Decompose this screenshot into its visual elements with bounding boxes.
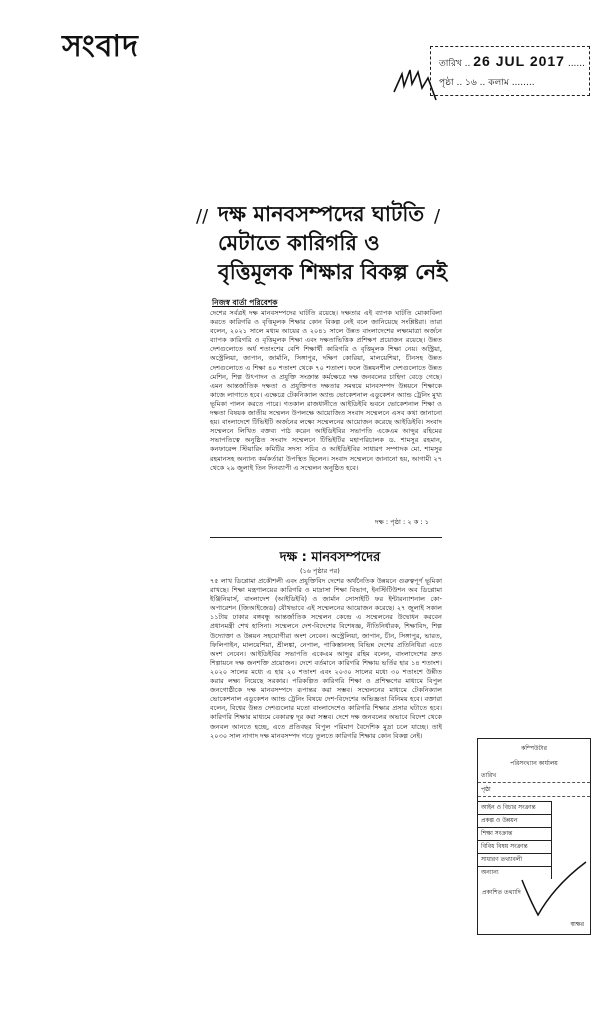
form-row: সাধারণ তথ্যাবলী [478, 853, 552, 866]
stamp-page: ১৬ [465, 78, 477, 88]
continuation-note: দক্ষ : পৃষ্ঠা : ২ ক : ১ [375, 518, 430, 526]
continued-from-note: (১৬ পৃষ্ঠার পর) [300, 567, 340, 575]
newspaper-masthead: সংবাদ [62, 29, 139, 64]
margin-mark-right: / [434, 206, 441, 227]
byline: নিজস্ব বার্তা পরিবেশক [212, 298, 278, 307]
continued-heading: দক্ষ : মানবসম্পদের [279, 550, 381, 565]
stamp-date-line: তারিখ .. 26 JUL 2017 ...... [439, 53, 585, 69]
article-body-part2: ৭৫ লাখ ডিপ্লোমা প্রকৌশলী এবং প্রযুক্তিবিদ দেশের অর্থনৈতিক উন্নয়নে গুরুত্বপূর্ণ ভূমিকা রাখছে। শিক্ষা মন্ত্রণালয়ের কারিগরি ও মাদ্রাসা শিক্ষা বিভাগ, ইনস্টিটিউশন অব ডিপ্লোমা ইঞ্জিনিয়ার্স, বাংলাদেশ (আইডিইবি) ও জার্মান সোসাইটি ফর ইন্টারন্যাশনাল কো-অপারেশন (জিআইজেড) যৌথভাবে এই সম্মেলনের আয়োজন করেছে। ২৭ জুলাই সকাল ১১টায় ঢাকার বঙ্গবন্ধু আন্তর্জাতিক সম্মেলন কেন্দ্রে এ সম্মেলনের উদ্বোধন করবেন প্রধানমন্ত্রী শেখ হাসিনা। সম্মেলনে দেশ-বিদেশের বিশেষজ্ঞ, নীতিনির্ধারক, শিক্ষাবিদ, শিল্প উদ্যোক্তা ও উন্নয়ন সহযোগীরা অংশ নেবেন। অস্ট্রেলিয়া, জাপান, চীন, সিঙ্গাপুর, ভারত, ফিলিপাইন, মালয়েশিয়া, শ্রীলঙ্কা, নেপাল, পাকিস্তানসহ বিভিন্ন দেশের প্রতিনিধিরা এতে অংশ নেবেন। আইডিইবির সভাপতি একেএম আব্দুর রহিম বলেন, বাংলাদেশের দ্রুত শিল্পায়নে দক্ষ জনশক্তি প্রয়োজন। দেশে বর্তমানে কারিগরি শিক্ষায় ভর্তির হার ১৪ শতাংশ। ২০২০ সালের মধ্যে এ হার ২০ শতাংশ এবং ২০৩০ সালের মধ্যে ৩০ শতাংশে উন্নীত করার লক্ষ্য নিয়েছে সরকার। পরিকল্পিত কারিগরি শিক্ষা ও প্রশিক্ষণের মাধ্যমে বিপুল জনগোষ্ঠীকে দক্ষ মানবসম্পদে রূপান্তর করা সম্ভব। সম্মেলনের মাধ্যমে টেকনিক্যাল ভোকেশনাল এডুকেশন অ্যান্ড ট্রেনিং বিষয়ে দেশ-বিদেশের অভিজ্ঞতা বিনিময় হবে। বক্তারা বলেন, বিশ্বের উন্নত দেশগুলোর মতো বাংলাদেশেও কারিগরি শিক্ষার প্রসার ঘটাতে হবে। কারিগরি শিক্ষার মাধ্যমে বেকারত্ব দূর করা সম্ভব। দেশে দক্ষ জনবলের অভাবে বিদেশ থেকে জনবল আনতে হচ্ছে, এতে প্রতিবছর বিপুল পরিমাণ বৈদেশিক মুদ্রা চলে যাচ্ছে। তাই ২০৩০ সাল নাগাদ দক্ষ মানবসম্পদ গড়ে তুলতে কারিগরি শিক্ষার কোন বিকল্প নেই। [210, 577, 442, 740]
date-stamp [430, 46, 590, 96]
form-row: শিক্ষা সংক্রান্ত [478, 827, 552, 840]
form-signature-label: স্বাক্ষর [570, 921, 584, 928]
stamp-column-label: কলাম [488, 78, 509, 88]
form-field-date: তারিখ [478, 769, 590, 783]
form-subtitle: পরিসংখ্যান কার্যালয় [510, 760, 558, 767]
form-row: আইন ও বিচার সংক্রান্ত [478, 801, 552, 814]
divider [210, 537, 442, 538]
checkmark-icon [520, 860, 590, 920]
form-footer-note: প্রকাশিত তথ্যাদি [482, 889, 521, 896]
form-row: প্রকল্প ও উন্নয়ন [478, 814, 552, 827]
form-row: বিবিধ বিষয় সংক্রান্ত [478, 840, 552, 853]
margin-mark-left: // [196, 206, 209, 227]
handwritten-signature [392, 62, 438, 102]
article-body-part1: দেশের সর্বত্রই দক্ষ মানবসম্পদের ঘাটতি রয়েছে। দক্ষতার এই ব্যাপক ঘাটতি মোকাবিলা করতে কারিগরি ও বৃত্তিমূলক শিক্ষার কোন বিকল্প নেই বলে জানিয়েছে সংশ্লিষ্টরা। তারা বলেন, ২০২১ সালে মধ্যম আয়ের ও ২০৪১ সালে উন্নত বাংলাদেশের লক্ষ্যমাত্রা অর্জনে ব্যাপক কারিগরি ও বৃত্তিমূলক শিক্ষা এবং দক্ষতাভিত্তিক প্রশিক্ষণ প্রয়োজন রয়েছে। উন্নত দেশগুলোতে অর্ধ শতাংশের বেশি শিক্ষার্থী কারিগরি ও বৃত্তিমূলক শিক্ষা নেয়। অস্ট্রিয়া, অস্ট্রেলিয়া, জাপান, জার্মানি, সিঙ্গাপুর, দক্ষিণ কোরিয়া, মালয়েশিয়া, চীনসহ উন্নত দেশগুলোতে এ শিক্ষা ৪০ শতাংশ থেকে ৭০ শতাংশ। ফলে উন্নয়নশীল দেশগুলোতে উন্নত মেশিন, শিল্প উৎপাদন ও প্রযুক্তি সংক্রান্ত কর্মক্ষেত্রে দক্ষ জনবলের চাহিদা বেড়ে গেছে। এমন আন্তর্জাতিক দক্ষতা ও প্রযুক্তিগত দক্ষতার সমন্বয়ে মানবসম্পদ উন্নয়নে শিক্ষাকে কাজে লাগাতে হবে। এক্ষেত্রে টেকনিক্যাল অ্যান্ড ভোকেশনাল এডুকেশন অ্যান্ড ট্রেনিং মুখ্য ভূমিকা পালন করতে পারে। গতকাল রাজধানীতে আইডিইবি ভবনে ভোকেশনাল শিক্ষা ও দক্ষতা বিষয়ক জাতীয় সম্মেলন উপলক্ষে আয়োজিত সংবাদ সম্মেলনে এসব কথা জানানো হয়। বাংলাদেশে টিভিইটি অর্জনের লক্ষ্যে সম্মেলনের আয়োজন করেছে আইডিইবি। সংবাদ সম্মেলনে লিখিত বক্তব্য পাঠ করেন আইডিইবির সভাপতি একেএম আব্দুর রহিমের সভাপতিত্বে অনুষ্ঠিত সংবাদ সম্মেলনে টিভিইটির মহাপরিচালক ড. শামসুর রহমান, কনফারেন্স স্টিয়ারিং কমিটির সদস্য সচিব ও আইডিইবির সাধারণ সম্পাদক মো. শামসুর রহমানসহ অন্যান্য কর্মকর্তারা উপস্থিত ছিলেন। সংবাদ সম্মেলনে জানানো হয়, আগামী ২৭ থেকে ২৯ জুলাই তিন দিনব্যাপী এ সম্মেলন অনুষ্ঠিত হবে। [210, 309, 442, 472]
stamp-date: 26 JUL 2017 [473, 53, 565, 69]
stamp-page-label: পৃষ্ঠা [439, 78, 454, 88]
form-field-page: পৃষ্ঠা [478, 783, 590, 797]
stamp-date-label: তারিখ [439, 59, 462, 69]
stamp-page-line: পৃষ্ঠা .. ১৬ .. কলাম ........ [439, 78, 535, 88]
form-row: অন্যান্য [478, 866, 552, 879]
form-title: কম্পিউটার [521, 745, 547, 752]
article-headline: দক্ষ মানবসম্পদের ঘাটতি মেটাতে কারিগরি ও বৃত্তিমূলক শিক্ষার বিকল্প নেই [218, 202, 448, 284]
